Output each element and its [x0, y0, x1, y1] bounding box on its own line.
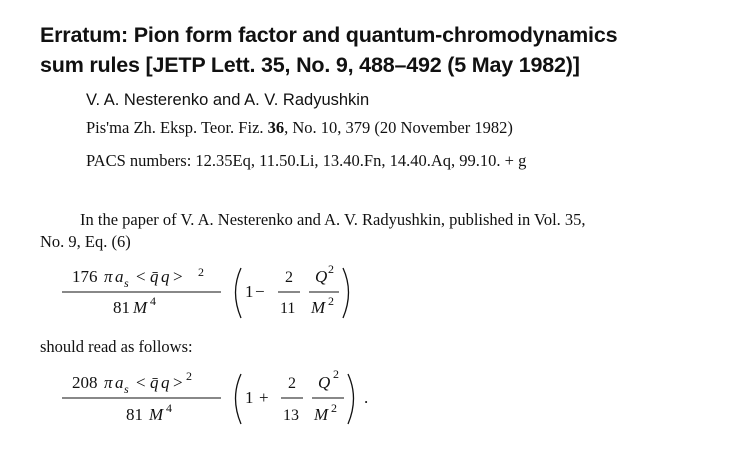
eq2-sign: + — [259, 388, 269, 407]
paragraph-line-1: In the paper of V. A. Nesterenko and A. V. Radyushkin, published in Vol. 35, — [80, 210, 586, 229]
eq2-left-paren — [236, 374, 242, 424]
eq1-sign: − — [255, 282, 265, 301]
title-line-2: sum rules [JETP Lett. 35, No. 9, 488–492 (5 May 1982)] — [40, 53, 580, 77]
eq1-q2-exp: 2 — [328, 262, 334, 276]
eq2-period: . — [364, 388, 369, 407]
eq2-one: 1 — [245, 388, 254, 407]
eq1-denominator: 81 — [113, 298, 130, 317]
eq1-m2: M — [311, 298, 326, 317]
eq2-m4: M — [149, 405, 164, 424]
eq2-frac-num: 2 — [288, 375, 296, 392]
journal-volume: 36 — [267, 118, 285, 137]
should-read-text: should read as follows: — [40, 337, 193, 356]
eq2-qbar: q̄ — [150, 373, 159, 392]
equation-corrected — [62, 367, 368, 424]
eq1-q2: Q — [315, 267, 328, 286]
eq2-square: 2 — [186, 369, 192, 383]
journal-details: , No. 10, 379 (20 November 1982) — [284, 118, 513, 137]
authors: V. A. Nesterenko and A. V. Radyushkin — [86, 91, 370, 109]
eq2-q2: Q — [318, 373, 331, 392]
paragraph-line-2: No. 9, Eq. (6) — [40, 232, 131, 251]
eq1-alpha: a — [115, 267, 124, 286]
eq1-frac-num: 2 — [285, 269, 293, 286]
eq2-alpha: a — [115, 373, 124, 392]
eq2-m4-exp: 4 — [166, 401, 172, 415]
eq2-condensate-close: > — [173, 373, 183, 392]
eq1-pi: π — [104, 267, 113, 286]
eq1-right-paren — [343, 268, 349, 318]
eq2-q: q — [161, 373, 170, 392]
eq1-square: 2 — [198, 265, 204, 279]
eq1-m4-exp: 4 — [150, 294, 156, 308]
eq2-condensate-open: < — [136, 373, 146, 392]
eq2-q2-exp: 2 — [333, 367, 339, 381]
eq1-condensate-close: > — [173, 267, 183, 286]
eq1-frac-den: 11 — [280, 300, 296, 317]
eq2-right-paren — [348, 374, 354, 424]
equation-original — [62, 262, 349, 318]
eq2-coefficient: 208 — [72, 373, 98, 392]
eq2-alpha-sub: s — [124, 382, 129, 396]
eq1-one: 1 — [245, 282, 254, 301]
eq2-pi: π — [104, 373, 113, 392]
title-line-1: Erratum: Pion form factor and quantum-chromodynamics — [40, 23, 618, 47]
eq1-condensate-open: < — [136, 267, 146, 286]
journal-reference — [86, 118, 513, 138]
eq1-m2-exp: 2 — [328, 294, 334, 308]
eq1-qbar: q̄ — [150, 267, 159, 286]
eq2-denominator: 81 — [126, 405, 143, 424]
eq1-coefficient: 176 — [72, 267, 98, 286]
eq1-alpha-sub: s — [124, 276, 129, 290]
eq1-m4: M — [133, 298, 148, 317]
paper-title — [40, 20, 740, 80]
pacs-numbers: PACS numbers: 12.35Eq, 11.50.Li, 13.40.Fn, 14.40.Aq, 99.10. + g — [86, 151, 527, 170]
eq2-frac-den: 13 — [283, 407, 299, 424]
eq1-left-paren — [236, 268, 242, 318]
eq1-q: q — [161, 267, 170, 286]
journal-name: Pis'ma Zh. Eksp. Teor. Fiz. — [86, 118, 268, 137]
eq2-m2: M — [314, 405, 329, 424]
eq2-m2-exp: 2 — [331, 401, 337, 415]
